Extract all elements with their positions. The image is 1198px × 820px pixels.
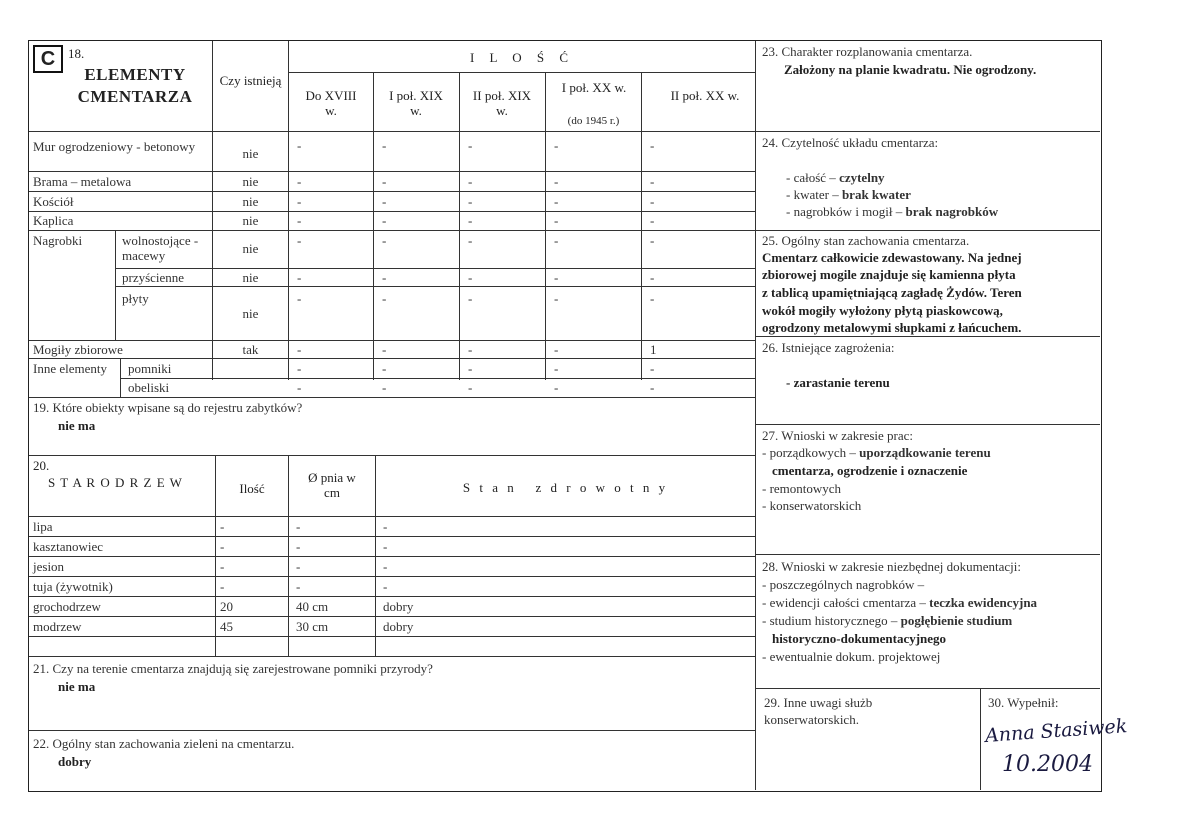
period-value: -	[297, 361, 302, 376]
q27-konserwatorskie: - konserwatorskich	[762, 498, 862, 513]
trees-title: S T A R O D R Z E W	[48, 475, 183, 490]
tree-pnia: -	[296, 579, 301, 594]
period-value: -	[382, 233, 387, 248]
trees-number: 20.	[33, 458, 50, 473]
period-value: -	[650, 361, 655, 376]
tree-stan: -	[383, 579, 388, 594]
q25-line: z tablicą upamiętniającą zagładę Żydów. Teren	[762, 285, 1022, 300]
period-value: -	[382, 380, 387, 395]
q28-studium-cont: historyczno-dokumentacyjnego	[772, 631, 947, 646]
q24-item-nagrobkow: - nagrobków i mogił – brak nagrobków	[786, 204, 999, 219]
q25-line: ogrodzony metalowymi słupkami z łańcuchem.	[762, 320, 1022, 335]
period-value: -	[554, 380, 559, 395]
period-value: -	[554, 270, 559, 285]
period-value: -	[297, 194, 302, 209]
row-label-kosciol: Kościół	[33, 194, 74, 209]
period-value: -	[650, 380, 655, 395]
row-label-inne: Inne elementy	[33, 361, 107, 376]
czy-value: tak	[242, 342, 259, 357]
period-value: -	[382, 291, 387, 306]
q27-question: 27. Wnioski w zakresie prac:	[762, 428, 914, 443]
q25-question: 25. Ogólny stan zachowania cmentarza.	[762, 233, 970, 248]
czy-value: nie	[242, 146, 259, 161]
trees-header-stan: S t a n z d r o w o t n y	[462, 480, 669, 495]
period-value: -	[554, 174, 559, 189]
signature: Anna Stasiwek	[984, 715, 1128, 747]
period-value: -	[650, 233, 655, 248]
czy-value: nie	[242, 270, 259, 285]
q23-answer: Założony na planie kwadratu. Nie ogrodzony.	[784, 62, 1037, 77]
period-value: -	[297, 270, 302, 285]
header-period-2: I poł. XIX w.	[389, 88, 443, 118]
czy-value: nie	[242, 194, 259, 209]
tree-name: jesion	[33, 559, 65, 574]
q21-answer: nie ma	[58, 679, 96, 694]
period-value: 1	[650, 342, 657, 357]
elements-title-1: ELEMENTY	[84, 65, 186, 84]
period-value: -	[554, 291, 559, 306]
row-sub-wolnostojace: wolnostojące - macewy	[122, 233, 199, 263]
q21-question: 21. Czy na terenie cmentarza znajdują się zarejestrowane pomniki przyrody?	[33, 661, 433, 676]
q29-label-2: konserwatorskich.	[764, 712, 859, 727]
period-value: -	[382, 361, 387, 376]
row-label-kaplica: Kaplica	[33, 213, 74, 228]
period-value: -	[650, 174, 655, 189]
period-value: -	[468, 194, 473, 209]
period-value: -	[468, 270, 473, 285]
row-label-mogily: Mogiły zbiorowe	[33, 342, 123, 357]
q24-question: 24. Czytelność układu cmentarza:	[762, 135, 939, 150]
period-value: -	[297, 342, 302, 357]
tree-ilosc: 45	[220, 619, 233, 634]
period-value: -	[468, 138, 473, 153]
header-czy-istnieja: Czy istnieją	[219, 73, 282, 88]
tree-name: lipa	[33, 519, 53, 534]
tree-pnia: 30 cm	[296, 619, 329, 634]
section-letter-box: C	[33, 45, 63, 73]
period-value: -	[554, 194, 559, 209]
tree-stan: -	[383, 559, 388, 574]
period-value: -	[297, 213, 302, 228]
period-value: -	[554, 361, 559, 376]
period-value: -	[468, 174, 473, 189]
period-value: -	[297, 138, 302, 153]
signature-date: 10.2004	[1002, 752, 1093, 777]
tree-name: modrzew	[33, 619, 82, 634]
tree-ilosc: -	[220, 519, 225, 534]
row-sub-przyscienne: przyścienne	[122, 270, 185, 285]
period-value: -	[297, 380, 302, 395]
tree-ilosc: 20	[220, 599, 233, 614]
period-value: -	[554, 138, 559, 153]
q28-studium: - studium historycznego – pogłębienie studium	[762, 613, 1013, 628]
q24-item-kwater: - kwater – brak kwater	[786, 187, 911, 202]
tree-ilosc: -	[220, 539, 225, 554]
tree-ilosc: -	[220, 579, 225, 594]
period-value: -	[650, 291, 655, 306]
row-label-mur: Mur ogrodzeniowy - betonowy	[33, 139, 196, 154]
header-period-3: II poł. XIX w.	[472, 88, 532, 118]
period-value: -	[382, 213, 387, 228]
trees-header-ilosc: Ilość	[239, 481, 265, 496]
elements-title-2: CMENTARZA	[77, 87, 193, 106]
q19-answer: nie ma	[58, 418, 96, 433]
q22-answer: dobry	[58, 754, 92, 769]
period-value: -	[468, 291, 473, 306]
q26-answer: - zarastanie terenu	[786, 375, 890, 390]
period-value: -	[382, 270, 387, 285]
row-label-nagrobki: Nagrobki	[33, 233, 83, 248]
period-value: -	[468, 213, 473, 228]
period-value: -	[650, 213, 655, 228]
period-value: -	[468, 342, 473, 357]
tree-ilosc: -	[220, 559, 225, 574]
row-sub-obeliski: obeliski	[128, 380, 170, 395]
tree-name: grochodrzew	[33, 599, 101, 614]
row-sub-pomniki: pomniki	[128, 361, 172, 376]
czy-value: nie	[242, 241, 259, 256]
tree-pnia: 40 cm	[296, 599, 329, 614]
section-number: 18.	[68, 46, 85, 61]
tree-pnia: -	[296, 559, 301, 574]
header-period-4-note: (do 1945 r.)	[567, 115, 620, 127]
period-value: -	[468, 380, 473, 395]
header-ilosc: I L O Ś Ć	[469, 50, 575, 65]
header-period-1: Do XVIII w.	[305, 88, 357, 118]
period-value: -	[554, 342, 559, 357]
period-value: -	[297, 291, 302, 306]
header-period-5: II poł. XX w.	[670, 88, 740, 103]
tree-stan: dobry	[383, 599, 414, 614]
q25-line: wokół mogiły wyłożony płytą piaskowcową,	[762, 303, 1003, 318]
period-value: -	[468, 233, 473, 248]
tree-pnia: -	[296, 539, 301, 554]
period-value: -	[382, 174, 387, 189]
tree-pnia: -	[296, 519, 301, 534]
q23-question: 23. Charakter rozplanowania cmentarza.	[762, 44, 973, 59]
period-value: -	[297, 174, 302, 189]
czy-value: nie	[242, 213, 259, 228]
period-value: -	[297, 233, 302, 248]
period-value: -	[650, 194, 655, 209]
tree-stan: -	[383, 539, 388, 554]
q29-label: 29. Inne uwagi służb	[764, 695, 873, 710]
q25-line: Cmentarz całkowicie zdewastowany. Na jednej	[762, 250, 1022, 265]
czy-value: nie	[242, 174, 259, 189]
q28-nagrobkow: - poszczególnych nagrobków –	[762, 577, 925, 592]
q27-remontowe: - remontowych	[762, 481, 842, 496]
tree-name: kasztanowiec	[33, 539, 104, 554]
period-value: -	[382, 342, 387, 357]
period-value: -	[554, 213, 559, 228]
q24-item-calosc: - całość – czytelny	[786, 170, 885, 185]
tree-stan: dobry	[383, 619, 414, 634]
q27-porzadkowe-cont: cmentarza, ogrodzenie i oznaczenie	[772, 463, 968, 478]
row-sub-plyty: płyty	[122, 291, 149, 306]
period-value: -	[382, 194, 387, 209]
q27-porzadkowe: - porządkowych – uporządkowanie terenu	[762, 445, 991, 460]
q28-question: 28. Wnioski w zakresie niezbędnej dokumentacji:	[762, 559, 1021, 574]
tree-stan: -	[383, 519, 388, 534]
period-value: -	[650, 270, 655, 285]
q26-question: 26. Istniejące zagrożenia:	[762, 340, 895, 355]
period-value: -	[468, 361, 473, 376]
q22-question: 22. Ogólny stan zachowania zieleni na cmentarzu.	[33, 736, 295, 751]
q28-projektowej: - ewentualnie dokum. projektowej	[762, 649, 941, 664]
header-period-4: I poł. XX w.	[561, 80, 627, 95]
q19-question: 19. Które obiekty wpisane są do rejestru zabytków?	[33, 400, 303, 415]
q30-label: 30. Wypełnił:	[988, 695, 1059, 710]
trees-header-pnia: Ø pnia w cm	[308, 470, 356, 500]
period-value: -	[382, 138, 387, 153]
period-value: -	[650, 138, 655, 153]
tree-name: tuja (żywotnik)	[33, 579, 113, 594]
q28-ewidencji: - ewidencji całości cmentarza – teczka ewidencyjna	[762, 595, 1038, 610]
period-value: -	[554, 233, 559, 248]
row-label-brama: Brama – metalowa	[33, 174, 132, 189]
czy-value: nie	[242, 306, 259, 321]
q25-line: zbiorowej mogile znajduje się kamienna płyta	[762, 267, 1016, 282]
